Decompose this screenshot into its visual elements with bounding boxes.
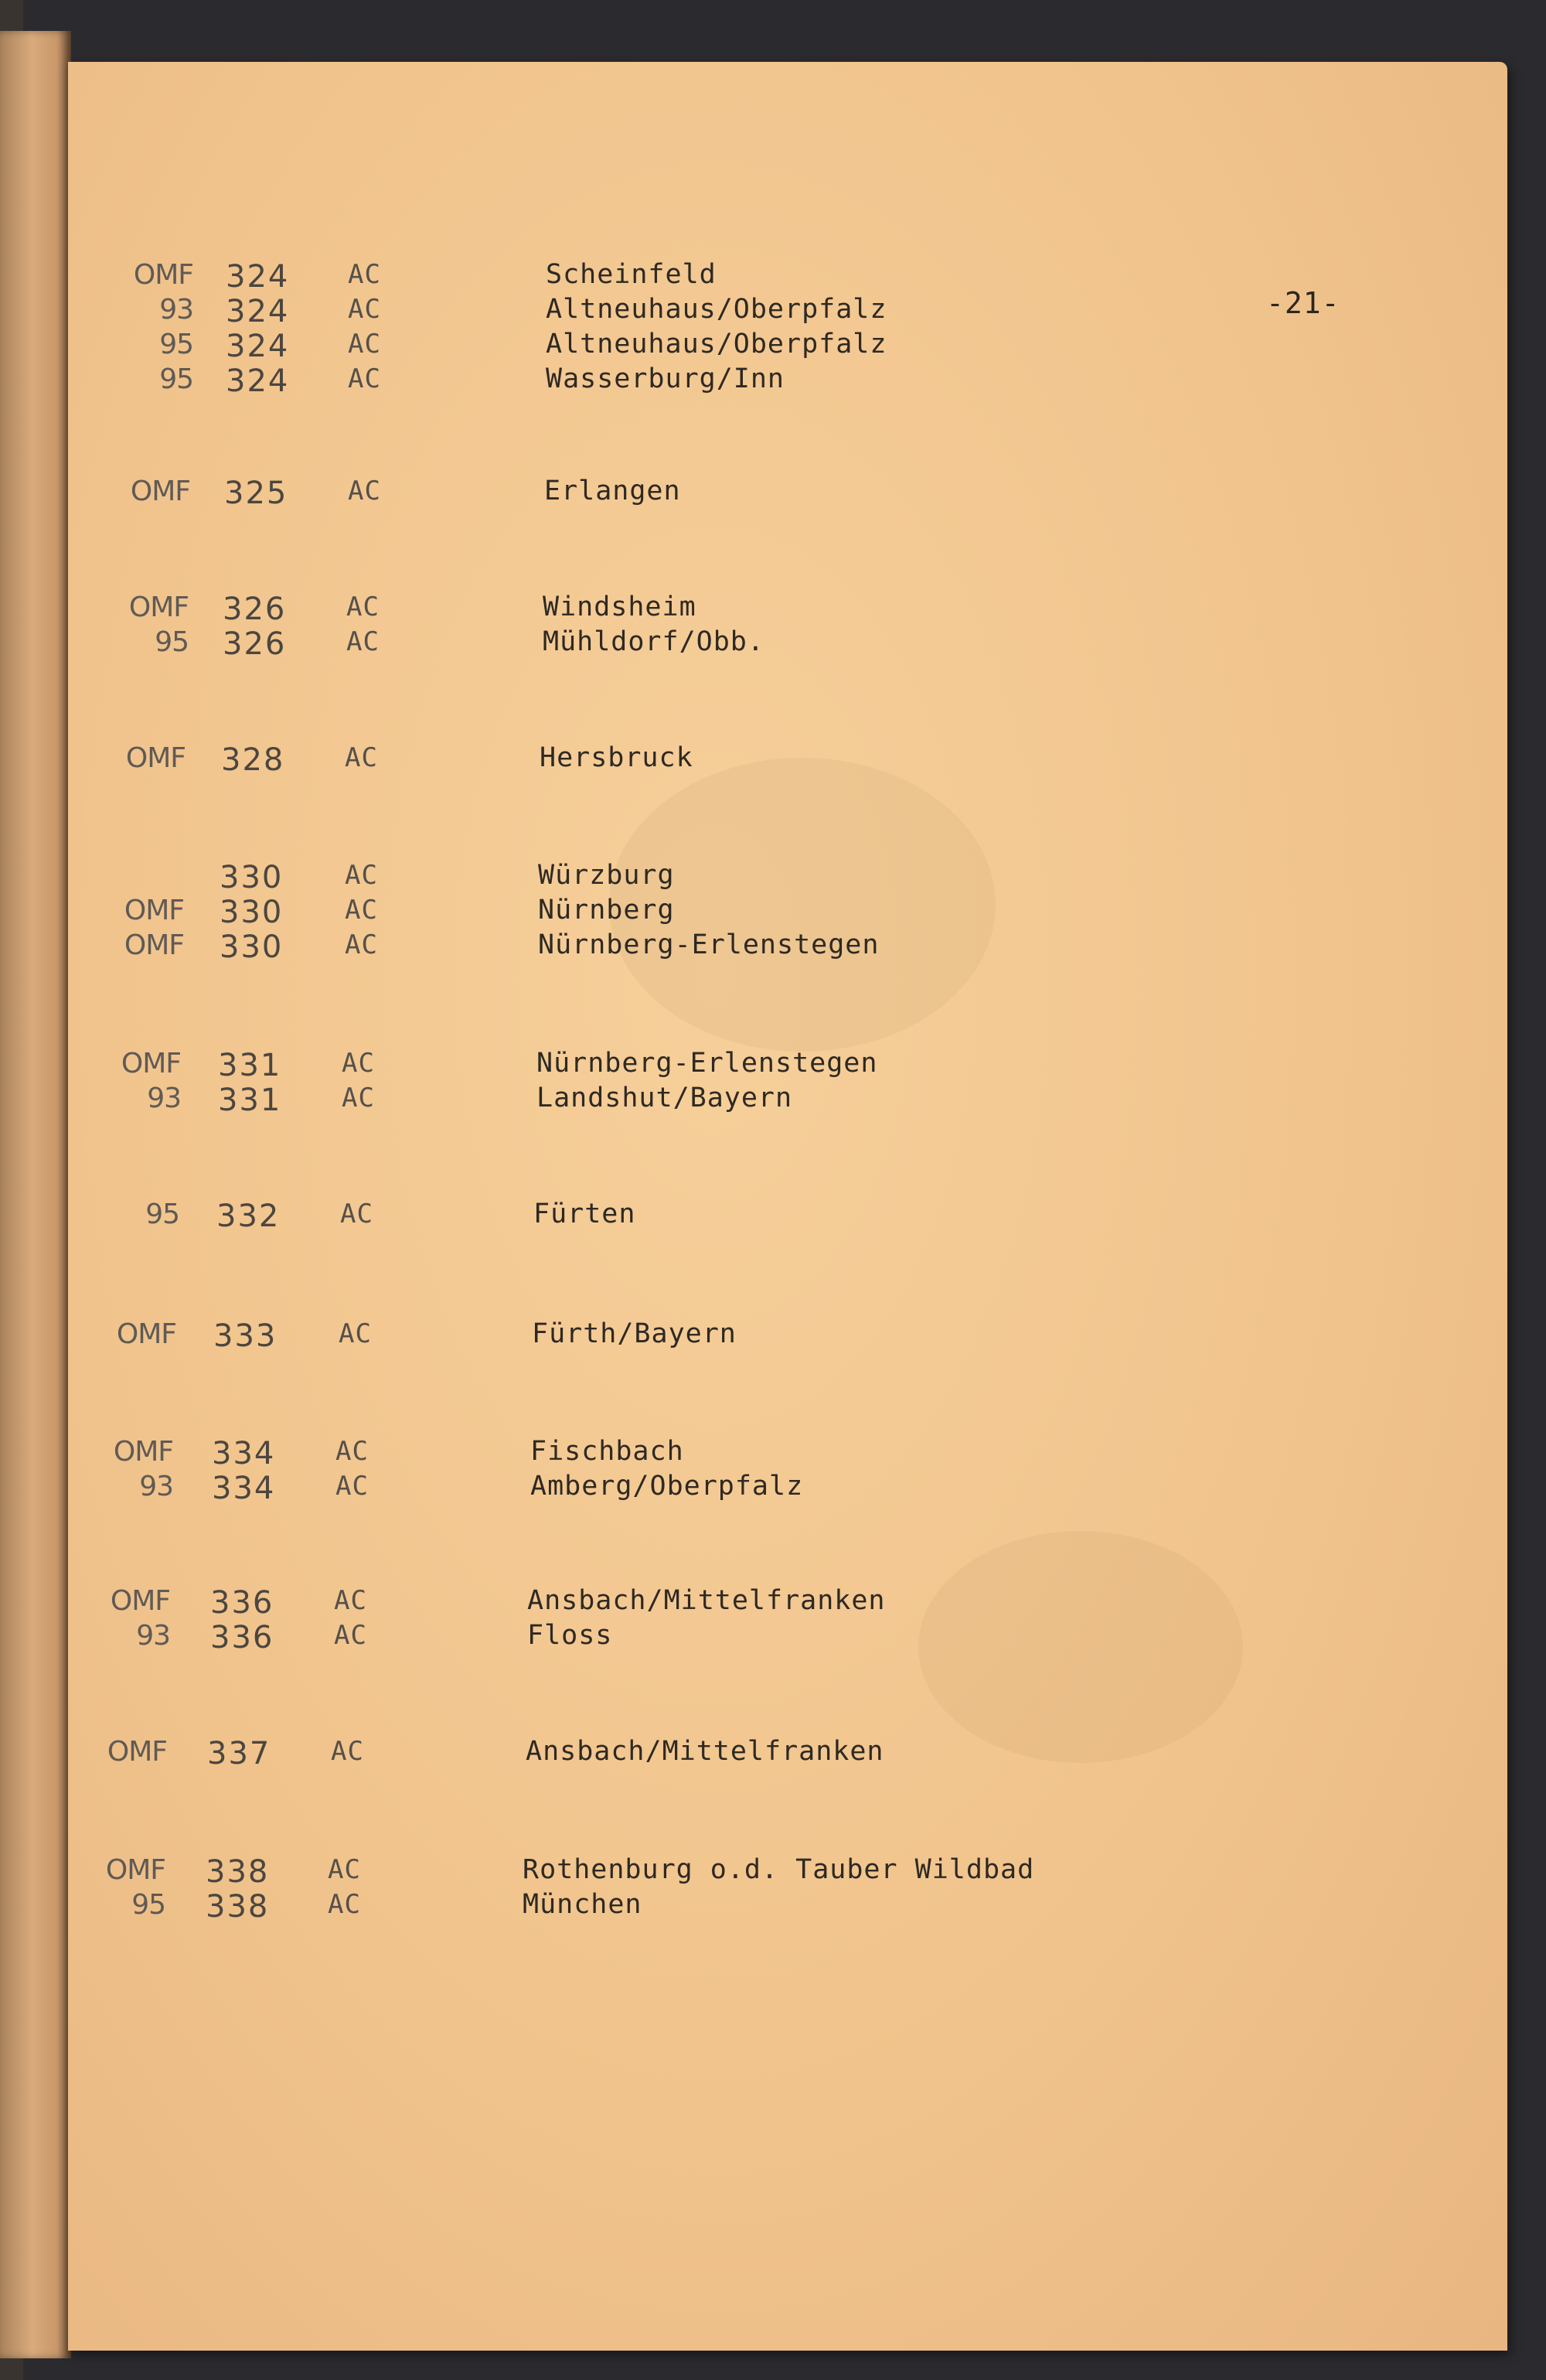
office-code: OMF [128, 592, 189, 623]
table-row [0, 1854, 1546, 1889]
office-code: 93 [147, 1083, 181, 1114]
serial-number: 337 [207, 1736, 271, 1771]
table-row [0, 626, 1546, 661]
office-code: OMF [107, 1736, 167, 1768]
serial-number: 336 [210, 1620, 274, 1655]
office-code: 95 [155, 626, 189, 658]
entry-group [0, 1736, 1546, 1771]
serial-number: 324 [226, 363, 290, 399]
place-name: Floss [527, 1620, 613, 1651]
table-row [0, 742, 1546, 777]
table-row [0, 592, 1546, 626]
place-name: Fürten [533, 1199, 636, 1229]
entry-group [0, 1318, 1546, 1353]
office-code: OMF [116, 1318, 176, 1350]
entry-group [0, 1048, 1546, 1117]
status-code: AC [348, 259, 381, 290]
status-code: AC [346, 592, 380, 622]
office-code: OMF [125, 742, 186, 774]
table-row [0, 476, 1546, 510]
serial-number: 333 [213, 1318, 278, 1354]
place-name: Nürnberg-Erlenstegen [536, 1048, 878, 1079]
table-row [0, 1889, 1546, 1924]
serial-number: 330 [220, 895, 284, 930]
office-code: OMF [124, 929, 184, 961]
status-code: AC [345, 895, 378, 926]
place-name: Scheinfeld [546, 259, 717, 290]
office-code: 95 [159, 329, 193, 360]
table-row [0, 1199, 1546, 1233]
place-name: Windsheim [543, 592, 696, 622]
office-code: OMF [121, 1048, 181, 1079]
entry-group [0, 1854, 1546, 1924]
status-code: AC [342, 1048, 375, 1079]
office-code: 95 [159, 363, 193, 395]
status-code: AC [340, 1199, 373, 1229]
serial-number: 324 [226, 294, 290, 329]
serial-number: 334 [212, 1471, 276, 1506]
status-code: AC [348, 294, 381, 325]
table-row [0, 1736, 1546, 1771]
place-name: Fischbach [530, 1436, 684, 1467]
table-row [0, 363, 1546, 398]
place-name: Hersbruck [540, 742, 693, 773]
place-name: Mühldorf/Obb. [543, 626, 764, 657]
serial-number: 324 [226, 329, 290, 364]
page-number: -21- [1266, 286, 1340, 320]
office-code: 93 [139, 1471, 173, 1502]
serial-number: 338 [206, 1854, 270, 1890]
place-name: Erlangen [544, 476, 681, 506]
table-row [0, 929, 1546, 964]
table-row [0, 1620, 1546, 1655]
status-code: AC [342, 1083, 375, 1113]
status-code: AC [348, 476, 381, 506]
serial-number: 338 [206, 1889, 270, 1925]
table-row [0, 329, 1546, 363]
office-code: OMF [110, 1585, 170, 1617]
place-name: Amberg/Oberpfalz [530, 1471, 804, 1502]
office-code: OMF [113, 1436, 173, 1468]
status-code: AC [328, 1889, 361, 1920]
place-name: Altneuhaus/Oberpfalz [546, 294, 887, 325]
office-code: OMF [133, 259, 193, 291]
table-row [0, 1471, 1546, 1505]
place-name: Ansbach/Mittelfranken [526, 1736, 884, 1767]
table-row [0, 1436, 1546, 1471]
status-code: AC [335, 1436, 369, 1467]
entry-group [0, 860, 1546, 964]
place-name: Rothenburg o.d. Tauber Wildbad [523, 1854, 1035, 1885]
table-row [0, 1585, 1546, 1620]
status-code: AC [348, 363, 381, 394]
office-code: 93 [136, 1620, 170, 1652]
status-code: AC [328, 1854, 361, 1885]
place-name: Würzburg [538, 860, 675, 891]
place-name: Ansbach/Mittelfranken [527, 1585, 886, 1616]
serial-number: 330 [220, 929, 284, 965]
serial-number: 336 [210, 1585, 274, 1621]
serial-number: 334 [212, 1436, 276, 1471]
place-name: Altneuhaus/Oberpfalz [546, 329, 887, 360]
entry-group [0, 1585, 1546, 1655]
entry-group [0, 1436, 1546, 1505]
serial-number: 331 [218, 1048, 282, 1083]
serial-number: 325 [224, 476, 288, 511]
status-code: AC [345, 742, 378, 773]
table-row [0, 1318, 1546, 1353]
office-code: 95 [145, 1199, 179, 1230]
office-code: OMF [124, 895, 184, 926]
place-name: Wasserburg/Inn [546, 363, 785, 394]
entry-group [0, 476, 1546, 510]
table-row [0, 860, 1546, 895]
entry-group [0, 1199, 1546, 1233]
table-row [0, 294, 1546, 329]
office-code: OMF [130, 476, 190, 507]
table-row [0, 259, 1546, 294]
status-code: AC [334, 1585, 367, 1616]
serial-number: 324 [226, 259, 290, 295]
status-code: AC [345, 860, 378, 891]
office-code: 93 [159, 294, 193, 326]
status-code: AC [348, 329, 381, 360]
table-row [0, 1048, 1546, 1083]
place-name: Landshut/Bayern [536, 1083, 793, 1113]
place-name: Nürnberg-Erlenstegen [538, 929, 880, 960]
entry-group [0, 259, 1546, 398]
serial-number: 331 [218, 1083, 282, 1118]
office-code: 95 [131, 1889, 165, 1921]
serial-number: 332 [216, 1199, 281, 1234]
table-row [0, 895, 1546, 929]
status-code: AC [335, 1471, 369, 1502]
serial-number: 326 [223, 626, 287, 662]
status-code: AC [331, 1736, 364, 1767]
serial-number: 330 [220, 860, 284, 895]
status-code: AC [334, 1620, 367, 1651]
place-name: München [523, 1889, 642, 1920]
table-row [0, 1083, 1546, 1117]
status-code: AC [345, 929, 378, 960]
serial-number: 328 [221, 742, 285, 778]
entry-group [0, 742, 1546, 777]
status-code: AC [339, 1318, 372, 1349]
office-code: OMF [105, 1854, 165, 1886]
place-name: Nürnberg [538, 895, 675, 926]
status-code: AC [346, 626, 380, 657]
entry-group [0, 592, 1546, 661]
serial-number: 326 [223, 592, 287, 627]
place-name: Fürth/Bayern [532, 1318, 737, 1349]
